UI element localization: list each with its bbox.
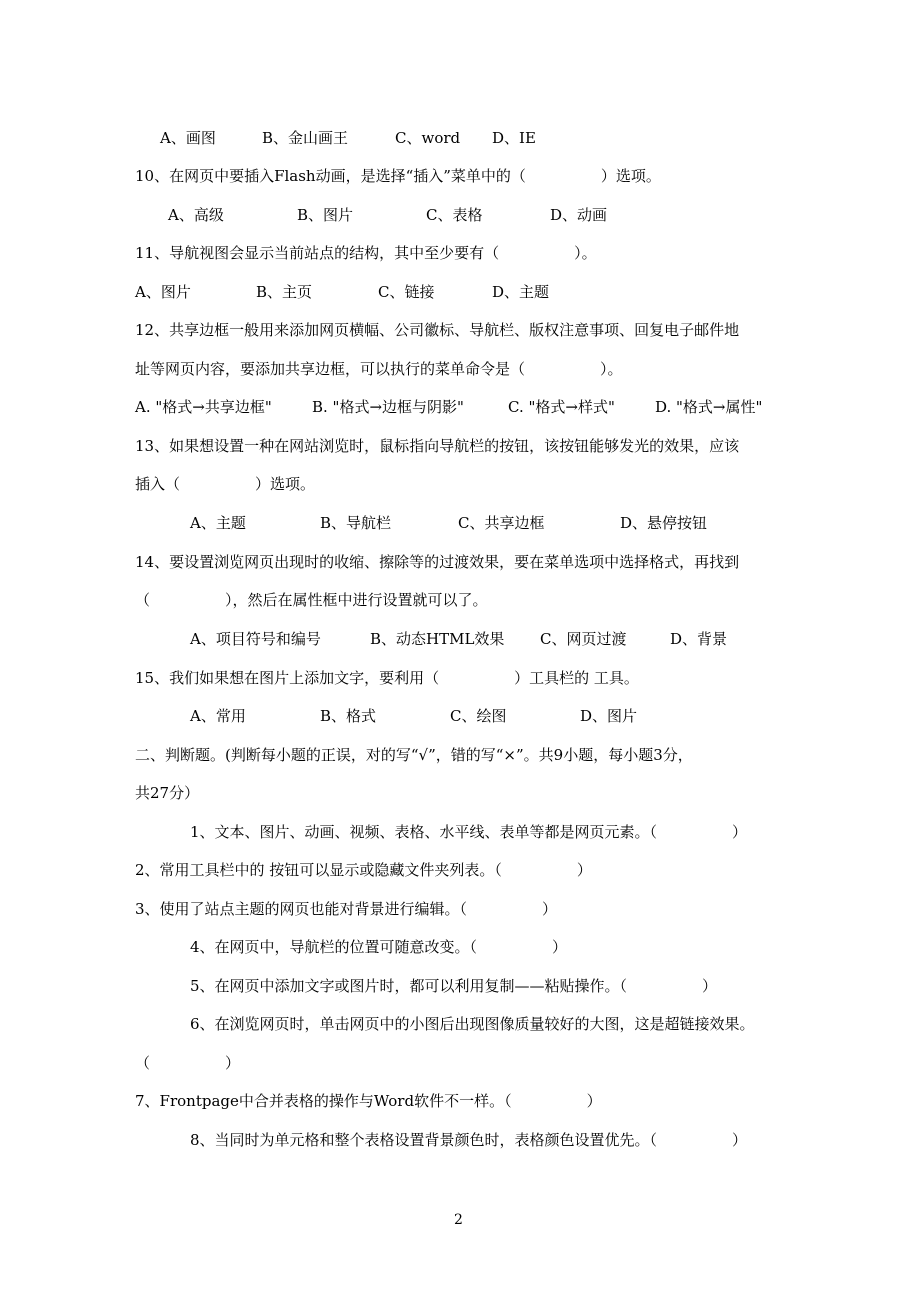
q14-option-c: C、网页过渡 [540, 630, 627, 648]
q15-option-d: D、图片 [580, 707, 638, 725]
q13-option-a: A、主题 [190, 514, 246, 532]
q12-stem-line2: 址等网页内容，要添加共享边框，可以执行的菜单命令是（ ）。 [135, 360, 623, 378]
q10-option-a: A、高级 [168, 206, 224, 224]
q13-stem-line2: 插入（ ）选项。 [135, 475, 316, 493]
q9-option-c: C、word [395, 129, 461, 147]
tf-item-7: 7、Frontpage中合并表格的操作与Word软件不一样。（ ） [135, 1092, 602, 1110]
q14-stem-line2: （ ），然后在属性框中进行设置就可以了。 [135, 591, 488, 609]
q11-option-a: A、图片 [135, 283, 191, 301]
tf-item-1: 1、文本、图片、动画、视频、表格、水平线、表单等都是网页元素。（ ） [190, 823, 748, 841]
q10-option-b: B、图片 [297, 206, 354, 224]
q14-option-d: D、背景 [670, 630, 728, 648]
q13-option-c: C、共享边框 [458, 514, 545, 532]
page-number: 2 [454, 1212, 463, 1228]
tf-item-2: 2、常用工具栏中的 按钮可以显示或隐藏文件夹列表。（ ） [135, 861, 592, 879]
q10-option-d: D、动画 [550, 206, 608, 224]
section-2-heading-line1: 二、判断题。(判断每小题的正误，对的写“√”，错的写“×”。共9小题，每小题3分， [135, 746, 693, 764]
q11-option-d: D、主题 [492, 283, 550, 301]
q12-option-c: C. "格式→样式" [508, 398, 615, 416]
q11-stem: 11、导航视图会显示当前站点的结构，其中至少要有（ ）。 [135, 244, 597, 262]
q9-option-a: A、画图 [160, 129, 216, 147]
q12-option-a: A. "格式→共享边框" [135, 398, 272, 416]
tf-item-6-blank: （ ） [135, 1054, 241, 1072]
q12-stem-line1: 12、共享边框一般用来添加网页横幅、公司徽标、导航栏、版权注意事项、回复电子邮件地 [135, 321, 740, 339]
tf-item-3: 3、使用了站点主题的网页也能对背景进行编辑。（ ） [135, 900, 558, 918]
section-2-heading-line2: 共27分） [135, 784, 200, 802]
q9-option-d: D、IE [492, 129, 536, 147]
q12-option-b: B. "格式→边框与阴影" [312, 398, 464, 416]
q15-option-c: C、绘图 [450, 707, 507, 725]
q13-option-d: D、悬停按钮 [620, 514, 708, 532]
q10-stem: 10、在网页中要插入Flash动画，是选择“插入”菜单中的（ ）选项。 [135, 167, 661, 185]
q11-option-c: C、链接 [378, 283, 435, 301]
q14-option-a: A、项目符号和编号 [190, 630, 321, 648]
tf-item-5: 5、在网页中添加文字或图片时，都可以利用复制——粘贴操作。（ ） [190, 977, 718, 995]
q13-option-b: B、导航栏 [320, 514, 392, 532]
q13-stem-line1: 13、如果想设置一种在网站浏览时，鼠标指向导航栏的按钮，该按钮能够发光的效果，应该 [135, 437, 740, 455]
q14-option-b: B、动态HTML效果 [370, 630, 505, 648]
q14-stem-line1: 14、要设置浏览网页出现时的收缩、擦除等的过渡效果，要在菜单选项中选择格式，再找到 [135, 553, 740, 571]
tf-item-4: 4、在网页中，导航栏的位置可随意改变。（ ） [190, 938, 568, 956]
tf-item-6: 6、在浏览网页时，单击网页中的小图后出现图像质量较好的大图，这是超链接效果。 [190, 1015, 755, 1033]
q9-option-b: B、金山画王 [262, 129, 349, 147]
tf-item-8: 8、当同时为单元格和整个表格设置背景颜色时，表格颜色设置优先。（ ） [190, 1131, 748, 1149]
q10-option-c: C、表格 [426, 206, 483, 224]
q12-option-d: D. "格式→属性" [655, 398, 763, 416]
q11-option-b: B、主页 [256, 283, 313, 301]
q15-option-a: A、常用 [190, 707, 246, 725]
q15-stem: 15、我们如果想在图片上添加文字，要利用（ ）工具栏的 工具。 [135, 669, 639, 687]
q15-option-b: B、格式 [320, 707, 377, 725]
